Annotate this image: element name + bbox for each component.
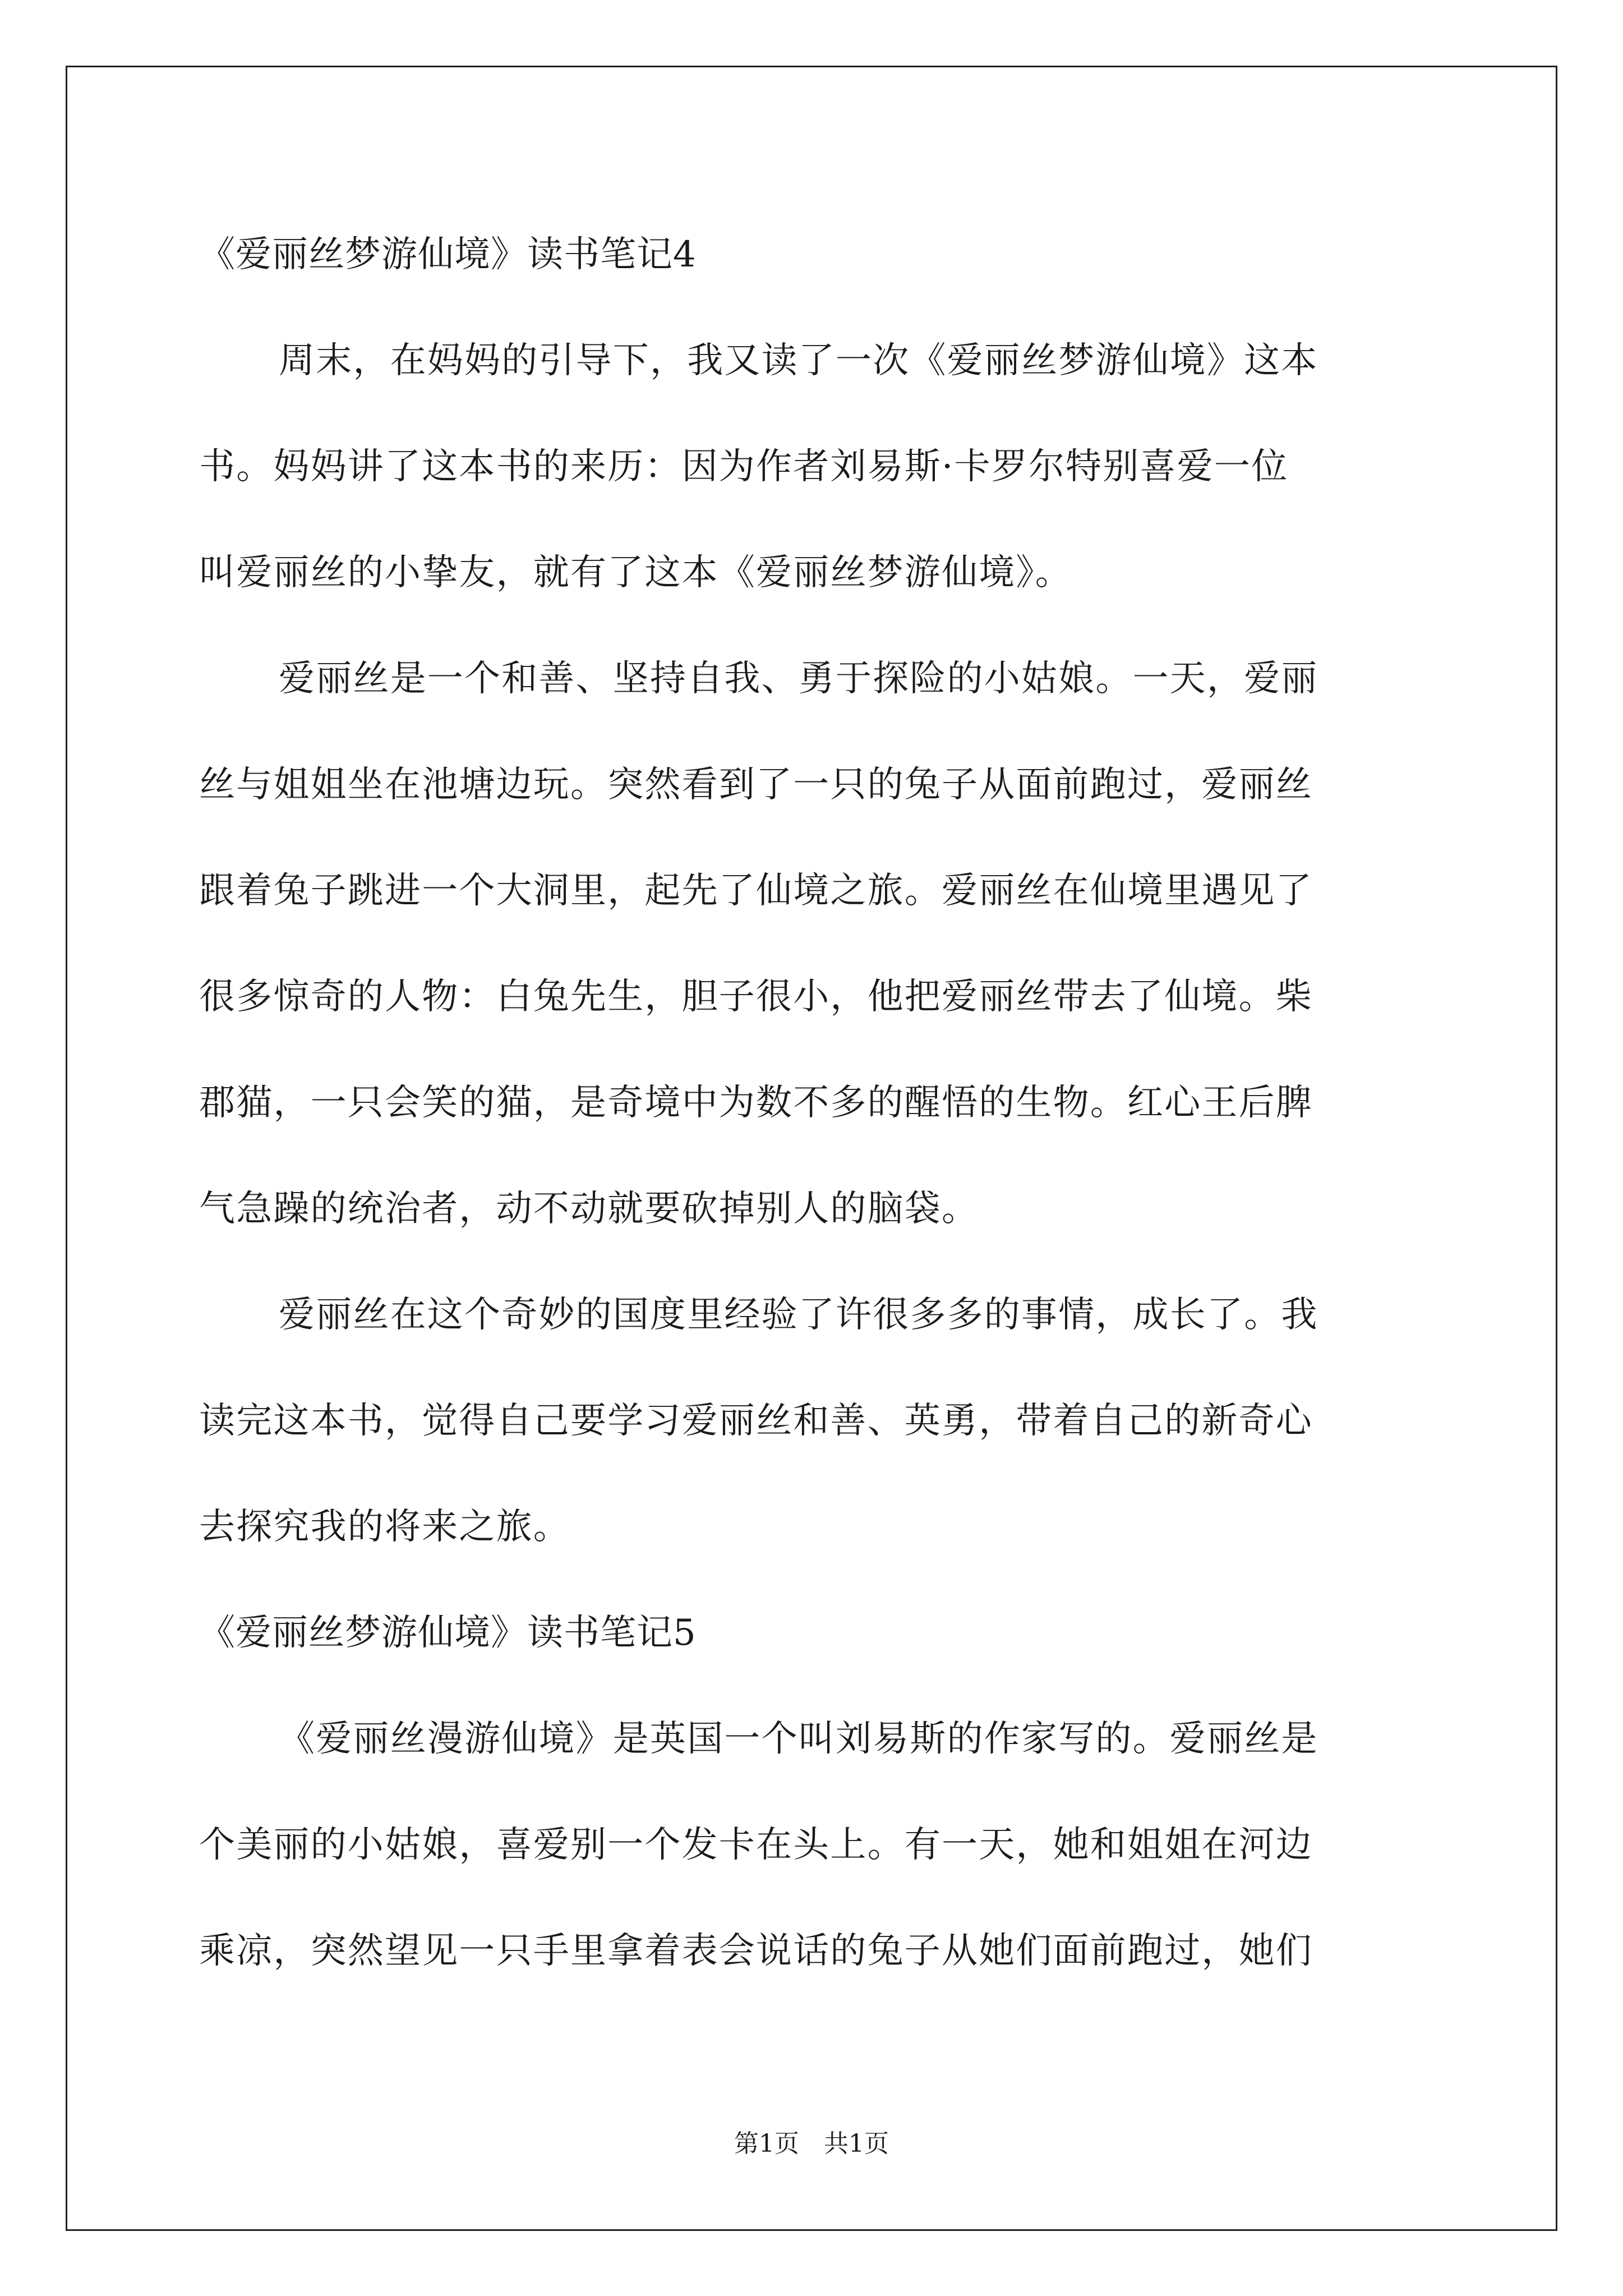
text-line: 书。妈妈讲了这本书的来历：因为作者刘易斯·卡罗尔特别喜爱一位: [199, 446, 1289, 487]
section-title: 《爱丽丝梦游仙境》读书笔记5: [199, 1612, 697, 1654]
text-line: 郡猫，一只会笑的猫，是奇境中为数不多的醒悟的生物。红心王后脾: [199, 1082, 1313, 1124]
section-title: 《爱丽丝梦游仙境》读书笔记4: [199, 234, 697, 275]
text-line: 气急躁的统治者，动不动就要砍掉别人的脑袋。: [199, 1188, 979, 1230]
text-line: 丝与姐姐坐在池塘边玩。突然看到了一只的兔子从面前跑过，爱丽丝: [199, 764, 1313, 806]
text-line: 爱丽丝是一个和善、坚持自我、勇于探险的小姑娘。一天，爱丽: [279, 658, 1318, 700]
page-number-footer: 第1页 共1页: [734, 2129, 889, 2158]
text-line: 《爱丽丝漫游仙境》是英国一个叫刘易斯的作家写的。爱丽丝是: [279, 1718, 1318, 1760]
text-line: 周末，在妈妈的引导下，我又读了一次《爱丽丝梦游仙境》这本: [279, 340, 1318, 381]
text-line: 跟着兔子跳进一个大洞里，起先了仙境之旅。爱丽丝在仙境里遇见了: [199, 870, 1313, 912]
text-line: 乘凉，突然望见一只手里拿着表会说话的兔子从她们面前跑过，她们: [199, 1930, 1313, 1972]
text-line: 读完这本书，觉得自己要学习爱丽丝和善、英勇，带着自己的新奇心: [199, 1400, 1313, 1442]
text-line: 叫爱丽丝的小挚友，就有了这本《爱丽丝梦游仙境》。: [199, 552, 1072, 593]
document-body: [199, 202, 1427, 2004]
text-line: 个美丽的小姑娘，喜爱别一个发卡在头上。有一天，她和姐姐在河边: [199, 1824, 1313, 1866]
paragraph: [199, 1686, 1427, 2004]
paragraph: [199, 308, 1427, 626]
text-line: 很多惊奇的人物：白兔先生，胆子很小，他把爱丽丝带去了仙境。柴: [199, 976, 1313, 1018]
paragraph: [199, 626, 1427, 1262]
text-line: 爱丽丝在这个奇妙的国度里经验了许很多多的事情，成长了。我: [279, 1294, 1318, 1336]
paragraph: [199, 1262, 1427, 1580]
text-line: 去探究我的将来之旅。: [199, 1506, 570, 1548]
